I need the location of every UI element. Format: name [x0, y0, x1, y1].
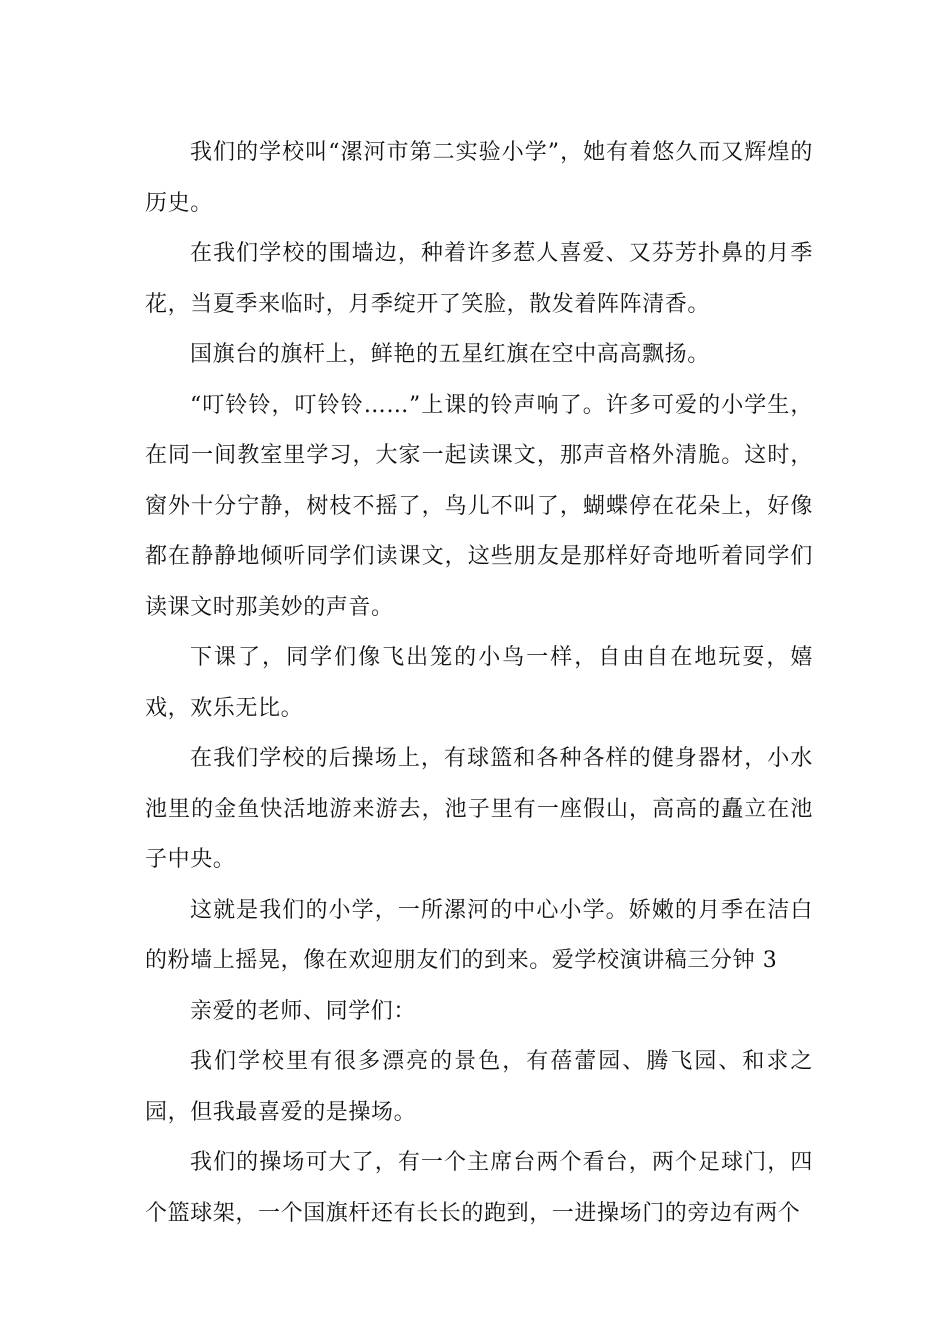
- paragraph-3: 国旗台的旗杆上，鲜艳的五星红旗在空中高高飘扬。: [190, 342, 710, 367]
- paragraph-9: 我们学校里有很多漂亮的景色，有蓓蕾园、腾飞园、和求之园，但我最喜爱的是操场。: [145, 1049, 813, 1125]
- paragraph-10: 我们的操场可大了，有一个主席台两个看台，两个足球门，四个篮球架，一个国旗杆还有长长的跑到，一进操场门的旁边有两个: [145, 1150, 813, 1226]
- paragraph-1: 我们的学校叫“漯河市第二实验小学”，她有着悠久而又辉煌的历史。: [145, 140, 813, 216]
- paragraph-8: 亲爱的老师、同学们：: [190, 998, 417, 1024]
- document-body: [145, 128, 813, 1239]
- paragraph-2: 在我们学校的围墙边，种着许多惹人喜爱、又芬芳扑鼻的月季花，当夏季来临时，月季绽开了笑脸，散发着阵阵清香。: [145, 241, 813, 317]
- paragraph-4: “叮铃铃，叮铃铃……”上课的铃声响了。许多可爱的小学生，在同一间教室里学习，大家一起读课文，那声音格外清脆。这时，窗外十分宁静，树枝不摇了，鸟儿不叫了，蝴蝶停在花朵上，好像都在静静地倾听同学们读课文，这些朋友是那样好奇地听着同学们读课文时那美妙的声音。: [145, 392, 813, 620]
- paragraph-6: 在我们学校的后操场上，有球篮和各种各样的健身器材，小水池里的金鱼快活地游来游去，池子里有一座假山，高高的矗立在池子中央。: [145, 746, 813, 872]
- paragraph-7: 这就是我们的小学，一所漯河的中心小学。娇嫩的月季在洁白的粉墙上摇晃，像在欢迎朋友们的到来。爱学校演讲稿三分钟 3: [145, 897, 813, 973]
- paragraph-5: 下课了，同学们像飞出笼的小鸟一样，自由自在地玩耍，嬉戏，欢乐无比。: [145, 645, 813, 721]
